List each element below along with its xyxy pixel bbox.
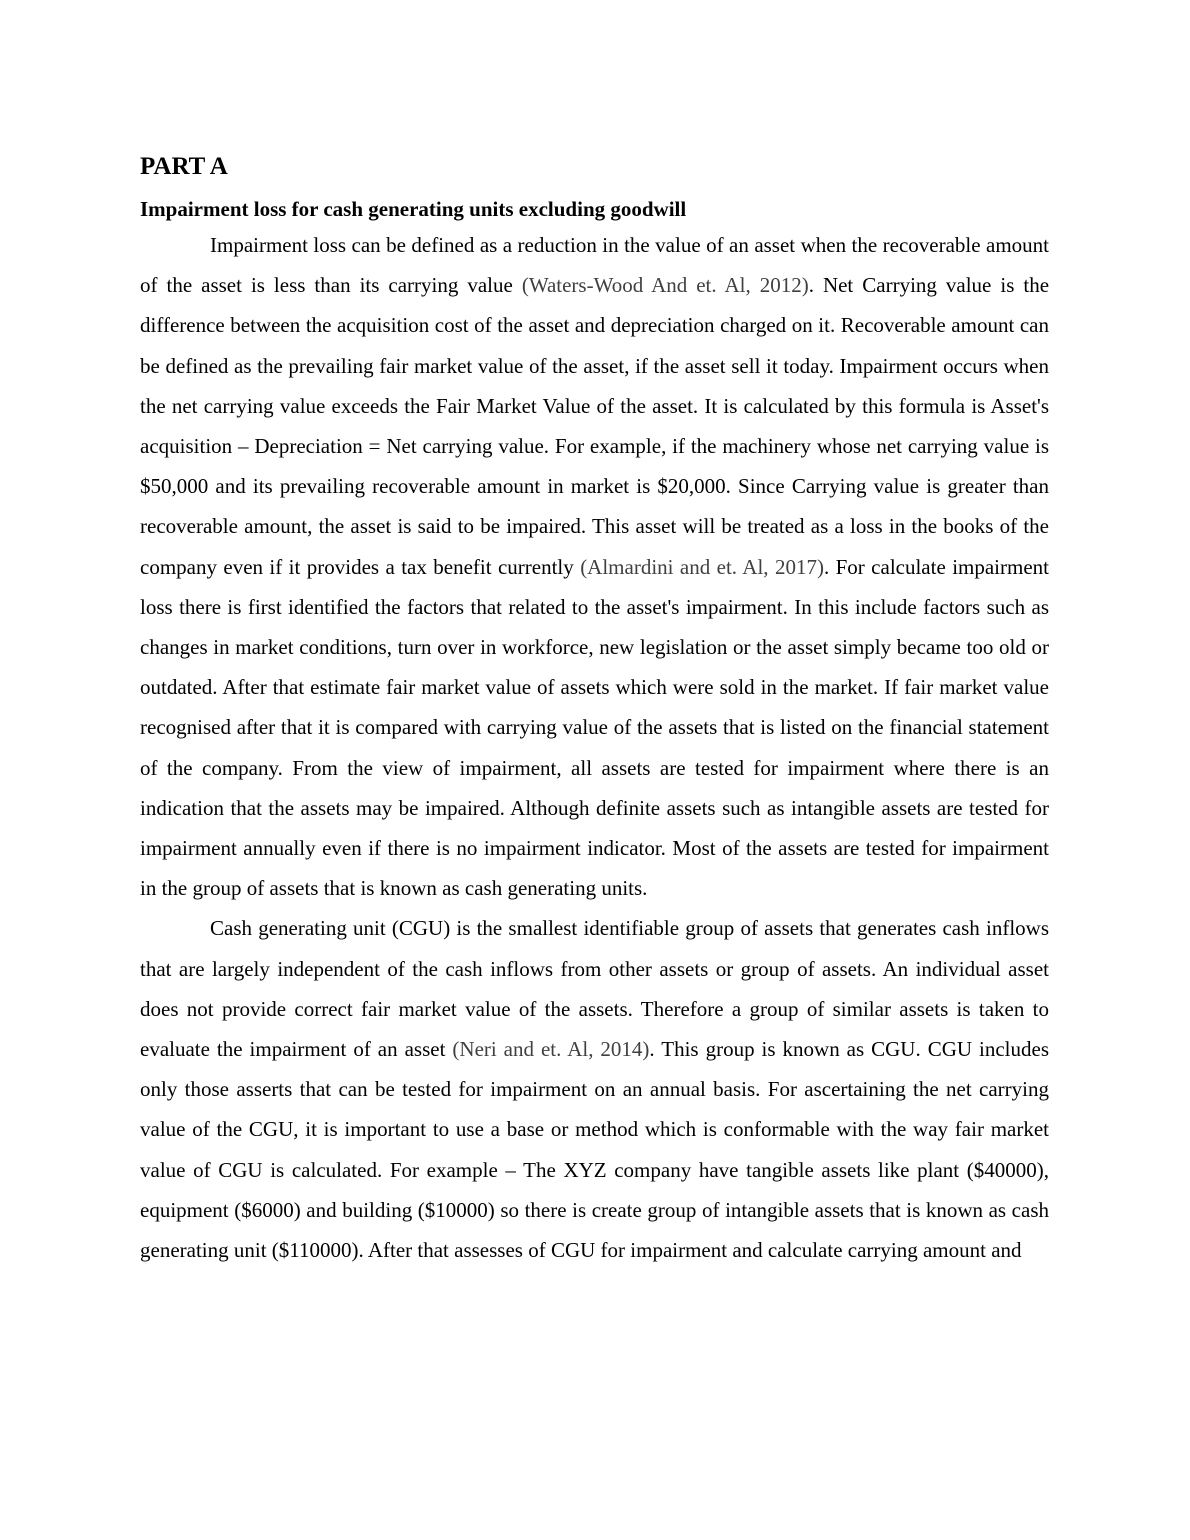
paragraph-text: Cash generating unit (CGU) is the smallest identifiable group of assets that generates cash inflows that are largely independent of the cash inflows from other assets or group of assets. An individual asset does not provide correct fair market value of the assets. Therefore a group of similar assets is taken to evaluate the impairment of an asset [140,916,1049,1062]
section-heading: Impairment loss for cash generating units excluding goodwill [140,197,687,221]
paragraph-text: . Net Carrying value is the difference between the acquisition cost of the asset and depreciation charged on it. Recoverable amount can be defined as the prevailing fair market value of the asset, if the asset sell it today. Impairment occurs when the net carrying value exceeds the Fair Market Value of the asset. It is calculated by this formula is Asset's acquisition – Depreciation = Net carrying value. For example, if the machinery whose net carrying value is $50,000 and its prevailing recoverable amount in market is $20,000. Since Carrying value is greater than recoverable amount, the asset is said to be impaired. This asset will be treated as a loss in the books of the company even if it provides a tax benefit currently [140,273,1050,579]
citation: (Neri and et. Al, 2014) [452,1037,650,1062]
paragraph-impairment-loss [140,225,1049,908]
paragraph-text: Impairment loss can be defined as a reduction in the value of an asset when the recoverable amount of the asset is less than its carrying value [140,233,1049,298]
citation: (Waters-Wood And et. Al, 2012) [521,273,809,298]
citation: (Almardini and et. Al, 2017) [580,554,824,579]
paragraph-text: . This group is known as CGU. CGU includes only those asserts that can be tested for impairment on an annual basis. For ascertaining the net carrying value of the CGU, it is important to use a base or method which is conformable with the way fair market value of CGU is calculated. For example – The XYZ company have tangible assets like plant ($40000), equipment ($6000) and building ($10000) so there is create group of intangible assets that is known as cash generating unit ($110000). After that assesses of CGU for impairment and calculate carrying amount and [140,1037,1049,1263]
document-page [140,150,1049,1270]
paragraph-text: . For calculate impairment loss there is first identified the factors that related to the asset's impairment. In this include factors such as changes in market conditions, turn over in workforce, new legislation or the asset simply became too old or outdated. After that estimate fair market value of assets which were sold in the market. If fair market value recognised after that it is compared with carrying value of the assets that is listed on the financial statement of the company. From the view of impairment, all assets are tested for impairment where there is an indication that the assets may be impaired. Although definite assets such as intangible assets are tested for impairment annually even if there is no impairment indicator. Most of the assets are tested for impairment in the group of assets that is known as cash generating units. [140,554,1049,901]
part-title: PART A [140,153,228,180]
paragraph-cgu [140,908,1049,1270]
